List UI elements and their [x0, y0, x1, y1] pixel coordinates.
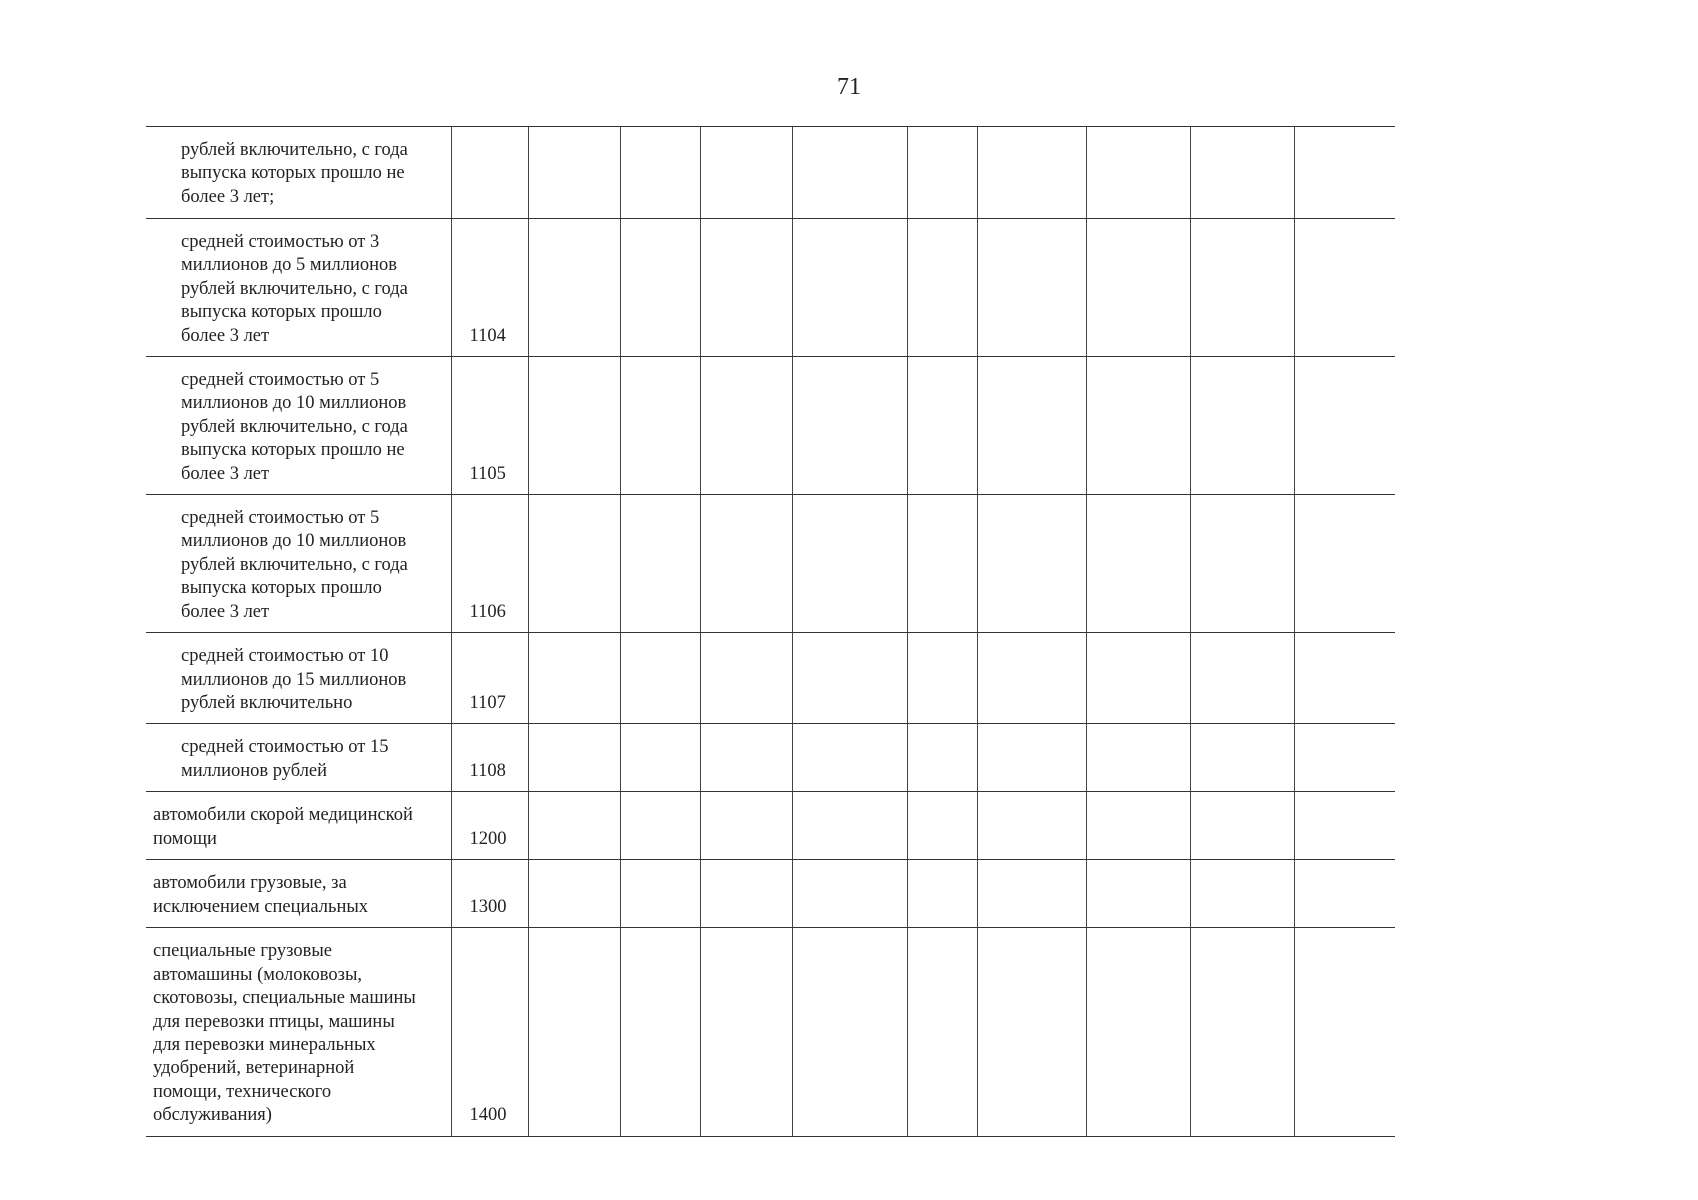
row-code-cell: 1108 [451, 724, 528, 792]
data-cell [792, 127, 907, 219]
row-label-cell: средней стоимостью от 5 миллионов до 10 миллионов рублей включительно, с года выпуска которых прошло не более 3 лет [146, 357, 451, 495]
data-cell [620, 860, 700, 928]
data-cell [977, 860, 1086, 928]
data-cell [977, 928, 1086, 1136]
data-cell [700, 860, 792, 928]
data-cell [907, 495, 977, 633]
data-cell [528, 928, 620, 1136]
row-label-cell: специальные грузовые автомашины (молоковозы, скотовозы, специальные машины для перевозки птицы, машины для перевозки минеральных удобрений, ветеринарной помощи, технического обслуживания) [146, 928, 451, 1136]
row-label-cell: автомобили скорой медицинской помощи [146, 792, 451, 860]
row-label-cell: средней стоимостью от 15 миллионов рублей [146, 724, 451, 792]
data-cell [1190, 495, 1294, 633]
row-label-cell: средней стоимостью от 10 миллионов до 15 миллионов рублей включительно [146, 633, 451, 724]
data-cell [1086, 860, 1190, 928]
data-cell [1190, 860, 1294, 928]
data-cell [528, 724, 620, 792]
data-cell [977, 724, 1086, 792]
table-row [146, 357, 1395, 495]
data-cell [1086, 357, 1190, 495]
row-code-cell: 1105 [451, 357, 528, 495]
data-cell [1294, 928, 1395, 1136]
data-cell [700, 219, 792, 357]
data-cell [700, 357, 792, 495]
data-cell [1294, 219, 1395, 357]
row-label-cell: средней стоимостью от 5 миллионов до 10 миллионов рублей включительно, с года выпуска которых прошло более 3 лет [146, 495, 451, 633]
data-cell [977, 495, 1086, 633]
row-label-cell: рублей включительно, с года выпуска которых прошло не более 3 лет; [146, 127, 451, 219]
data-cell [907, 860, 977, 928]
data-cell [1086, 928, 1190, 1136]
row-label-cell: автомобили грузовые, за исключением специальных [146, 860, 451, 928]
data-cell [620, 127, 700, 219]
data-cell [907, 219, 977, 357]
row-code-cell: 1104 [451, 219, 528, 357]
data-cell [620, 724, 700, 792]
data-cell [528, 792, 620, 860]
data-cell [977, 633, 1086, 724]
table-row [146, 928, 1395, 1136]
data-cell [528, 495, 620, 633]
data-cell [1294, 792, 1395, 860]
data-cell [1086, 127, 1190, 219]
data-cell [528, 633, 620, 724]
data-cell [1086, 495, 1190, 633]
table-row [146, 219, 1395, 357]
row-code-cell [451, 127, 528, 219]
data-cell [1190, 724, 1294, 792]
data-cell [1086, 633, 1190, 724]
data-cell [1294, 357, 1395, 495]
data-cell [792, 724, 907, 792]
data-cell [620, 928, 700, 1136]
data-cell [1190, 792, 1294, 860]
data-cell [907, 357, 977, 495]
data-cell [792, 219, 907, 357]
data-cell [792, 357, 907, 495]
data-cell [792, 928, 907, 1136]
data-cell [528, 860, 620, 928]
data-cell [907, 724, 977, 792]
data-cell [1190, 357, 1294, 495]
data-cell [620, 357, 700, 495]
table-row [146, 792, 1395, 860]
data-cell [1086, 219, 1190, 357]
data-cell [528, 127, 620, 219]
data-cell [1294, 860, 1395, 928]
data-cell [620, 495, 700, 633]
data-cell [1294, 495, 1395, 633]
data-cell [907, 928, 977, 1136]
data-cell [977, 219, 1086, 357]
data-cell [528, 219, 620, 357]
data-cell [977, 792, 1086, 860]
data-cell [907, 633, 977, 724]
data-cell [700, 724, 792, 792]
data-cell [528, 357, 620, 495]
data-cell [1294, 127, 1395, 219]
data-cell [792, 860, 907, 928]
data-cell [1294, 633, 1395, 724]
data-cell [1086, 724, 1190, 792]
row-label-cell: средней стоимостью от 3 миллионов до 5 миллионов рублей включительно, с года выпуска которых прошло более 3 лет [146, 219, 451, 357]
data-cell [977, 127, 1086, 219]
row-code-cell: 1107 [451, 633, 528, 724]
data-cell [907, 792, 977, 860]
table-row [146, 495, 1395, 633]
data-cell [620, 792, 700, 860]
table-row [146, 724, 1395, 792]
data-cell [1190, 633, 1294, 724]
data-table [146, 126, 1395, 1137]
data-cell [792, 633, 907, 724]
table-row [146, 633, 1395, 724]
data-cell [792, 495, 907, 633]
row-code-cell: 1300 [451, 860, 528, 928]
data-cell [1086, 792, 1190, 860]
data-cell [700, 928, 792, 1136]
data-cell [620, 633, 700, 724]
row-code-cell: 1200 [451, 792, 528, 860]
data-cell [620, 219, 700, 357]
data-cell [1294, 724, 1395, 792]
data-cell [700, 495, 792, 633]
row-code-cell: 1106 [451, 495, 528, 633]
data-cell [792, 792, 907, 860]
data-cell [700, 792, 792, 860]
data-cell [977, 357, 1086, 495]
data-cell [700, 633, 792, 724]
data-cell [700, 127, 792, 219]
data-cell [1190, 127, 1294, 219]
data-cell [907, 127, 977, 219]
row-code-cell: 1400 [451, 928, 528, 1136]
page-number: 71 [837, 74, 861, 100]
table-row [146, 127, 1395, 219]
data-cell [1190, 219, 1294, 357]
data-cell [1190, 928, 1294, 1136]
table-row [146, 860, 1395, 928]
